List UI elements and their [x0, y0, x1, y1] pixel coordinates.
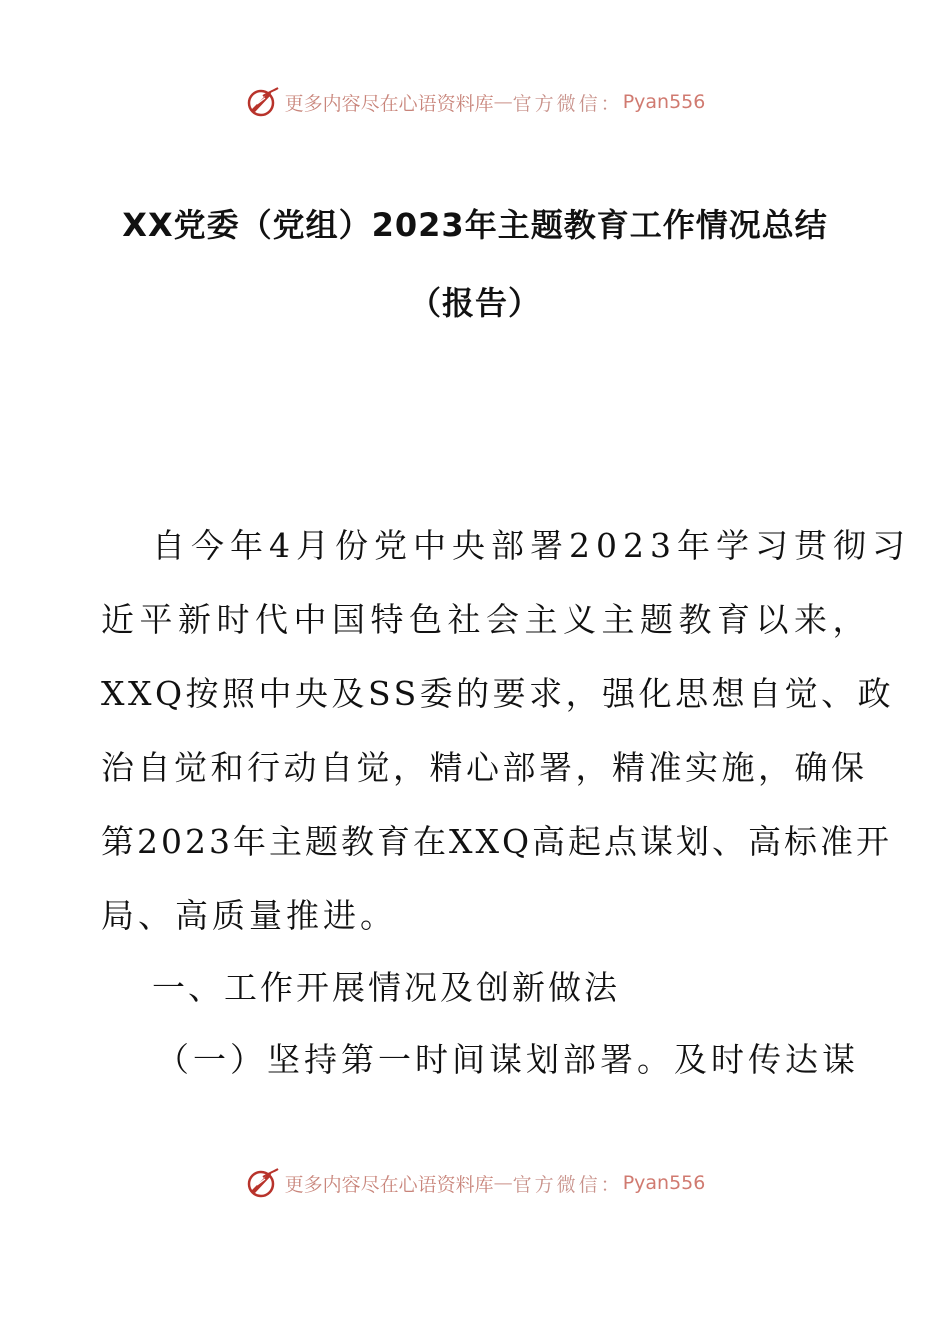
watermark-dash: —	[493, 1172, 513, 1194]
subsection-line	[156, 1034, 859, 1084]
document-title-suffix: （报告）	[408, 284, 541, 322]
footer-watermark	[0, 1163, 950, 1203]
paragraph-line-text: XXQ按照中央及SS委的要求，强化思想自觉、政	[101, 674, 895, 713]
paragraph-line-text: 近平新时代中国特色社会主义主题教育以来，	[101, 600, 871, 639]
watermark-dash: —	[493, 91, 513, 113]
pen-logo-icon	[245, 1165, 281, 1201]
paragraph-line-text: 第2023年主题教育在XXQ高起点谋划、高标准开	[101, 822, 893, 861]
watermark-main-text: 更多内容尽在心语资料库	[284, 92, 494, 115]
paragraph-line	[152, 520, 911, 570]
paragraph-line	[101, 594, 871, 644]
header-watermark	[0, 82, 950, 122]
paragraph-line	[101, 742, 868, 792]
watermark-official-label: 官方微信：	[512, 1173, 623, 1196]
subsection-line-text: （一）坚持第一时间谋划部署。及时传达谋	[156, 1040, 859, 1079]
paragraph-line	[101, 816, 893, 866]
paragraph-line-text: 治自觉和行动自觉，精心部署，精准实施，确保	[101, 748, 868, 787]
paragraph-line-text: 局、高质量推进。	[101, 896, 397, 935]
section-heading: 一、工作开展情况及创新做法	[152, 968, 620, 1007]
watermark-wechat-id: Pyan556	[622, 91, 706, 113]
document-title: XX党委（党组）2023年主题教育工作情况总结	[122, 206, 828, 244]
watermark-official-label: 官方微信：	[512, 92, 623, 115]
watermark-main-text: 更多内容尽在心语资料库	[284, 1173, 494, 1196]
paragraph-line-text: 自今年4月份党中央部署2023年学习贯彻习	[152, 526, 911, 565]
watermark-wechat-id: Pyan556	[622, 1172, 706, 1194]
paragraph-line	[101, 890, 850, 940]
paragraph-line	[101, 668, 895, 718]
pen-logo-icon	[245, 84, 281, 120]
